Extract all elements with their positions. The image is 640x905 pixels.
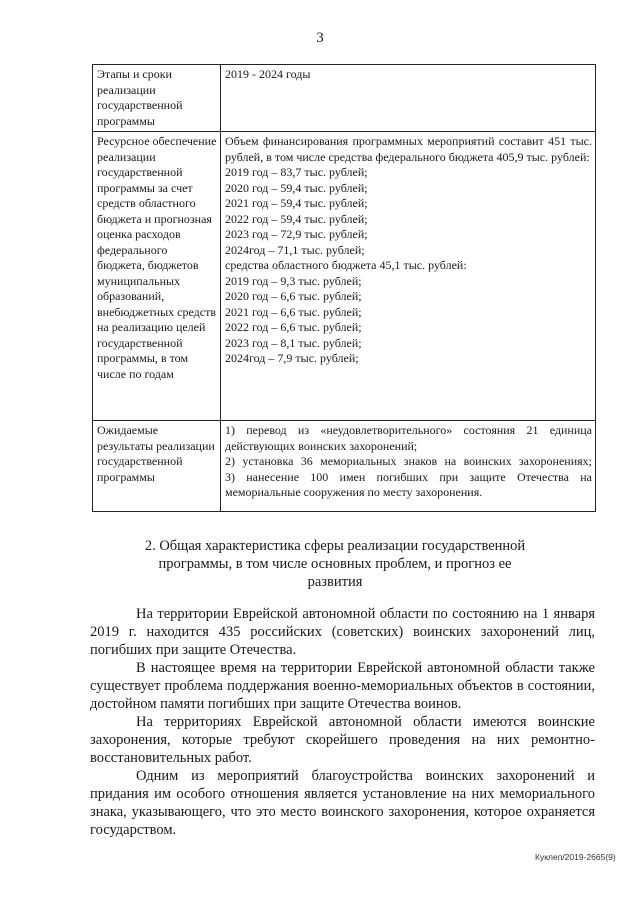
row-value-results: [221, 421, 596, 512]
row-value-stages: [221, 65, 596, 132]
value-line: средства областного бюджета 45,1 тыс. рублей:: [225, 258, 467, 272]
page-number: 3: [316, 30, 324, 46]
value-line: 2024год – 71,1 тыс. рублей;: [225, 242, 365, 257]
value-line: 2021 год – 59,4 тыс. рублей;: [225, 196, 368, 210]
paragraph: На территориях Еврейской автономной области имеются воинские захоронения, которые требуют скорейшего проведения на них ремонтно-восстановительных работ.: [90, 714, 595, 766]
value-line: 2022 год – 6,6 тыс. рублей;: [225, 320, 362, 334]
program-passport-table: [92, 64, 596, 512]
value-line: 2021 год – 6,6 тыс. рублей;: [225, 304, 362, 319]
value-line: 2022 год – 59,4 тыс. рублей;: [225, 211, 368, 226]
row-label-results: Ожидаемые результаты реализации государственной программы: [93, 421, 221, 512]
row-label-stages: Этапы и сроки реализации государственной программы: [93, 65, 221, 132]
paragraph: На территории Еврейской автономной области по состоянию на 1 января 2019 г. находится 435 российских (советских) воинских захоронений лиц, погибших при защите Отечества.: [90, 606, 595, 658]
paragraph: Одним из мероприятий благоустройства воинских захоронений и придания им особого отношения является установление на них мемориального знака, указывающего, что это место воинского захоронения, которое охраняется государством.: [90, 768, 595, 838]
value-line: 2020 год – 6,6 тыс. рублей;: [225, 289, 362, 303]
value-line: 2023 год – 8,1 тыс. рублей;: [225, 335, 362, 350]
value-line-intro: Объем финансирования программных мероприятий составит 451 тыс. рублей, в том числе средства федерального бюджета 405,9 тыс. рублей:: [225, 134, 592, 164]
footer-document-code: Куклеп/2019-2665(9): [535, 852, 616, 862]
value-line: 2019 - 2024 годы: [225, 67, 311, 81]
row-value-funding: [221, 132, 596, 421]
value-line: 1) перевод из «неудовлетворительного» состояния 21 единица действующих воинских захоронений;: [225, 423, 592, 453]
table-row-results: [93, 421, 596, 512]
row-label-funding: Ресурсное обеспечение реализации государственной программы за счет средств областного бюджета и прогнозная оценка расходов федерального бюджета, бюджетов муниципальных образований, внебюджетных средств на реализацию целей государственной программы, в том числе по годам: [93, 132, 221, 421]
table-row-funding: [93, 132, 596, 421]
value-line: 2023 год – 72,9 тыс. рублей;: [225, 227, 368, 241]
value-line: 2) установка 36 мемориальных знаков на воинских захоронениях;: [225, 454, 592, 468]
paragraph: В настоящее время на территории Еврейской автономной области также существует проблема поддержания военно-мемориальных объектов в состоянии, достойном памяти погибших при защите Отечества воинов.: [90, 660, 595, 712]
value-line: 2020 год – 59,4 тыс. рублей;: [225, 180, 368, 195]
value-line: 3) нанесение 100 имен погибших при защите Отечества на мемориальные сооружения по месту захоронения.: [225, 469, 592, 499]
table-row-stages: [93, 65, 596, 132]
value-line: 2019 год – 9,3 тыс. рублей;: [225, 273, 362, 288]
body-text: [90, 605, 595, 839]
value-line: 2019 год – 83,7 тыс. рублей;: [225, 165, 368, 179]
section-title: 2. Общая характеристика сферы реализации государственной программы, в том числе основных проблем, и прогноз ее развития: [144, 538, 526, 590]
value-line: 2024год – 7,9 тыс. рублей;: [225, 351, 359, 365]
